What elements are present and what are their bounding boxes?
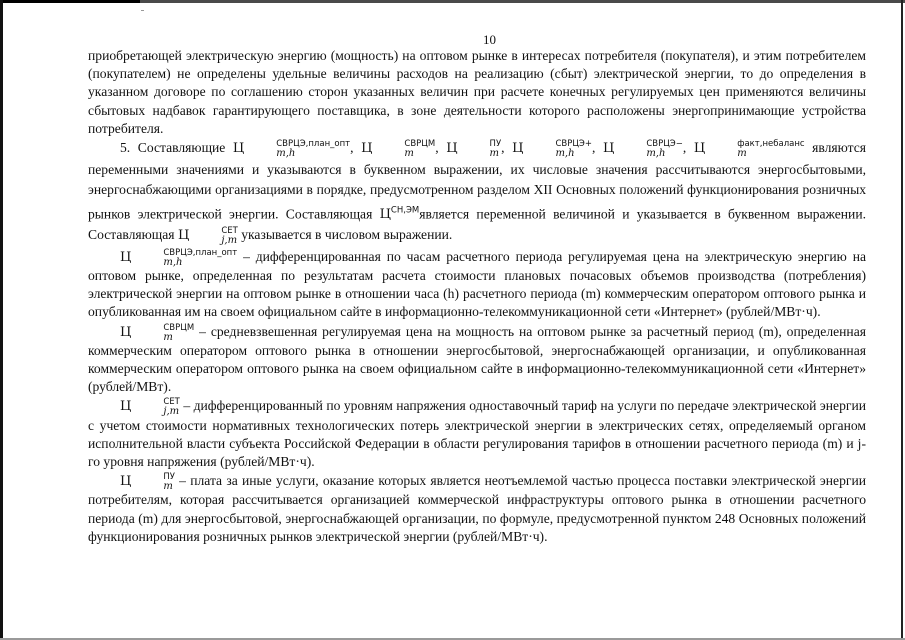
scan-edge-top-dark — [0, 0, 140, 3]
definition-pu — [88, 472, 866, 546]
definition-svrcm — [88, 323, 866, 397]
symbol-set: Ц СЕТ j,m — [177, 226, 238, 247]
scan-speck — [141, 10, 144, 11]
document-body — [88, 47, 866, 546]
definition-svrce-plan — [88, 248, 866, 322]
scan-edge-left — [0, 0, 3, 640]
symbol-svrce-plus: Ц СВРЦЭ+ m,h — [512, 139, 592, 160]
p5-tail2: является переменной величиной и указывается в буквенном выражении. Составляющая — [88, 205, 866, 243]
definition-text: – плата за иные услуги, оказание которых является неотъемлемой частью процесса поставки электрической энергии потребителям, которая рассчитывается организацией коммерческой инфраструктуры оптового рынка в отношении расчетного периода (m) для энергосбытовой, энергоснабжающей организации, по формуле, предусмотренной пунктом 248 Основных положений функционирования розничных рынков электрической энергии (рублей/МВт·ч). — [88, 473, 866, 544]
symbol-pu: Ц ПУ m — [120, 472, 175, 493]
symbol-svrcm: Ц СВРЦМ m — [120, 322, 195, 343]
definition-set — [88, 397, 866, 471]
symbol-sn-em: $Ц^{СН,ЭМ}$ — [379, 205, 420, 222]
symbol-pu: Ц ПУ m — [446, 139, 502, 160]
symbol-svrcm: Ц СВРЦМ m — [361, 139, 436, 160]
scan-edge-right — [901, 0, 903, 640]
p5-tail: являются переменными значениями и указываются в буквенном выражении, их числовые значения рассчитываются энергосбытовыми, энергоснабжающими организациями в порядке, предусмотренном разделом XII Основных положений функционирования розничных рынков электрической энергии. Составляющая — [88, 140, 867, 221]
symbol-set: Ц СЕТ j,m — [120, 397, 180, 418]
definition-text: – дифференцированная по часам расчетного периода регулируемая цена на электрическую энергию на оптовом рынке, определенная по результатам расчета стоимости плановых почасовых объемов производства (потребления) электрической энергии на оптовом рынке в отношении часа (h) расчетного периода (m) коммерческим оператором оптового рынка и опубликованная им на своем официальном сайте в информационно-телекоммуникационной сети «Интернет» (рублей/МВт·ч). — [88, 248, 867, 320]
page-number: 10 — [483, 32, 496, 47]
definition-text: – дифференцированный по уровням напряжения одноставочный тариф на услуги по передаче электрической энергии с учетом стоимости нормативных технологических потерь электрической энергии в электрических сетях, определяемый органом исполнительной власти субъекта Российской Федерации в области регулирования тарифов в отношении расчетного периода (m) и j-го уровня напряжения (рублей/МВт·ч). — [88, 398, 866, 470]
paragraph-5: 5. Составляющие Ц СВРЦЭ,план_опт m,h , Ц СВРЦМ m , Ц ПУ m , Ц СВРЦЭ+ m,h , Ц СВРЦЭ− m,h , Ц факт,небаланс m являются переменными значениями и указываются в буквенном выражении, их числовые значения рассчитываются энергосбытовыми, энергоснабжающими организациями в порядке, предусмотренном разделом XII Основных положений функционирования розничных рынков электрической энергии. Составляющая $Ц^{СН,ЭМ}является$ переменной величиной и указывается в буквенном выражении. Составляющая Ц СЕТ j,m указывается в числовом выражении. — [88, 139, 867, 247]
symbol-svrce-minus: Ц СВРЦЭ− m,h — [602, 139, 683, 160]
symbol-fakt-nebalans: Ц факт,небаланс m — [693, 139, 805, 160]
symbol-svrce-plan: Ц СВРЦЭ,план_опт m,h — [120, 247, 238, 268]
p5-lead: 5. Составляющие — [120, 140, 226, 156]
symbol-svrce-plan: Ц СВРЦЭ,план_опт m,h — [232, 139, 351, 160]
paragraph-continuation: приобретающей электрическую энергию (мощность) на оптовом рынке в интересах потребителя (покупателя), и этим потребителем (покупателем) не определены удельные величины расходов на реализацию (сбыт) электрической энергии, то до определения в указанном договоре по соглашению сторон указанных величин при расчете конечных регулируемых цен применяются величины сбытовых надбавок гарантирующего поставщика, в зоне деятельности которого расположены энергопринимающие устройства потребителя. — [88, 48, 866, 136]
definition-text: – средневзвешенная регулируемая цена на мощность на оптовом рынке за расчетный период (m), определенная коммерческим оператором оптового рынка в отношении энергосбытовой, энергоснабжающей организации, и опубликованная коммерческим оператором оптового рынка на своем официальном сайте в информационно-телекоммуникационной сети «Интернет» (рублей/МВт). — [88, 323, 866, 395]
p5-tail3: указывается в числовом выражении. — [241, 227, 453, 243]
